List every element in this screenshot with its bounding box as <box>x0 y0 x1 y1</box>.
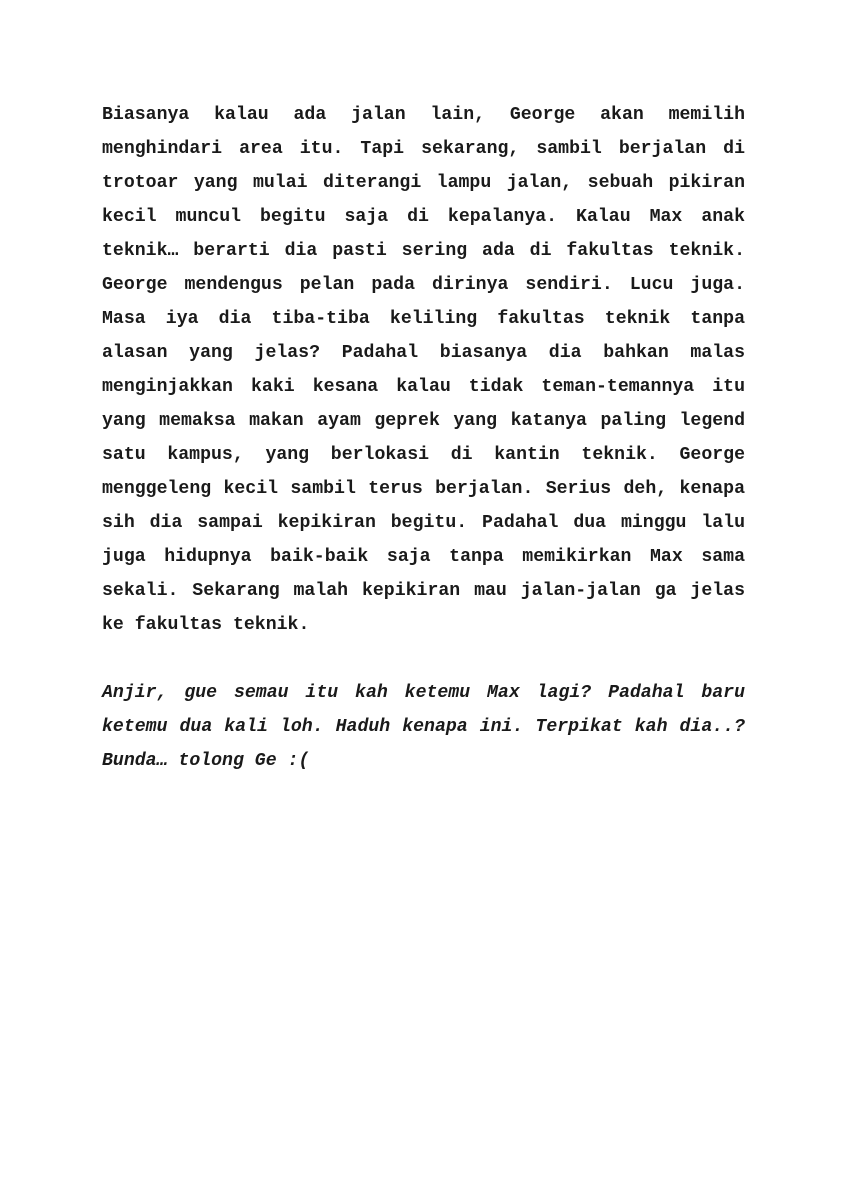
narrative-paragraph: Biasanya kalau ada jalan lain, George akan memilih menghindari area itu. Tapi sekarang, sambil berjalan di trotoar yang mulai diterangi lampu jalan, sebuah pikiran kecil muncul begitu saja di kepalanya. Kalau Max anak teknik… berarti dia pasti sering ada di fakultas teknik. George mendengus pelan pada dirinya sendiri. Lucu juga. Masa iya dia tiba-tiba keliling fakultas teknik tanpa alasan yang jelas? Padahal biasanya dia bahkan malas menginjakkan kaki kesana kalau tidak teman-temannya itu yang memaksa makan ayam geprek yang katanya paling legend satu kampus, yang berlokasi di kantin teknik. George menggeleng kecil sambil terus berjalan. Serius deh, kenapa sih dia sampai kepikiran begitu. Padahal dua minggu lalu juga hidupnya baik-baik saja tanpa memikirkan Max sama sekali. Sekarang malah kepikiran mau jalan-jalan ga jelas ke fakultas teknik. <box>102 105 745 635</box>
inner-thought-paragraph: Anjir, gue semau itu kah ketemu Max lagi? Padahal baru ketemu dua kali loh. Haduh kenapa ini. Terpikat kah dia..? Bunda… tolong Ge :( <box>102 683 745 771</box>
story-text <box>102 98 745 778</box>
